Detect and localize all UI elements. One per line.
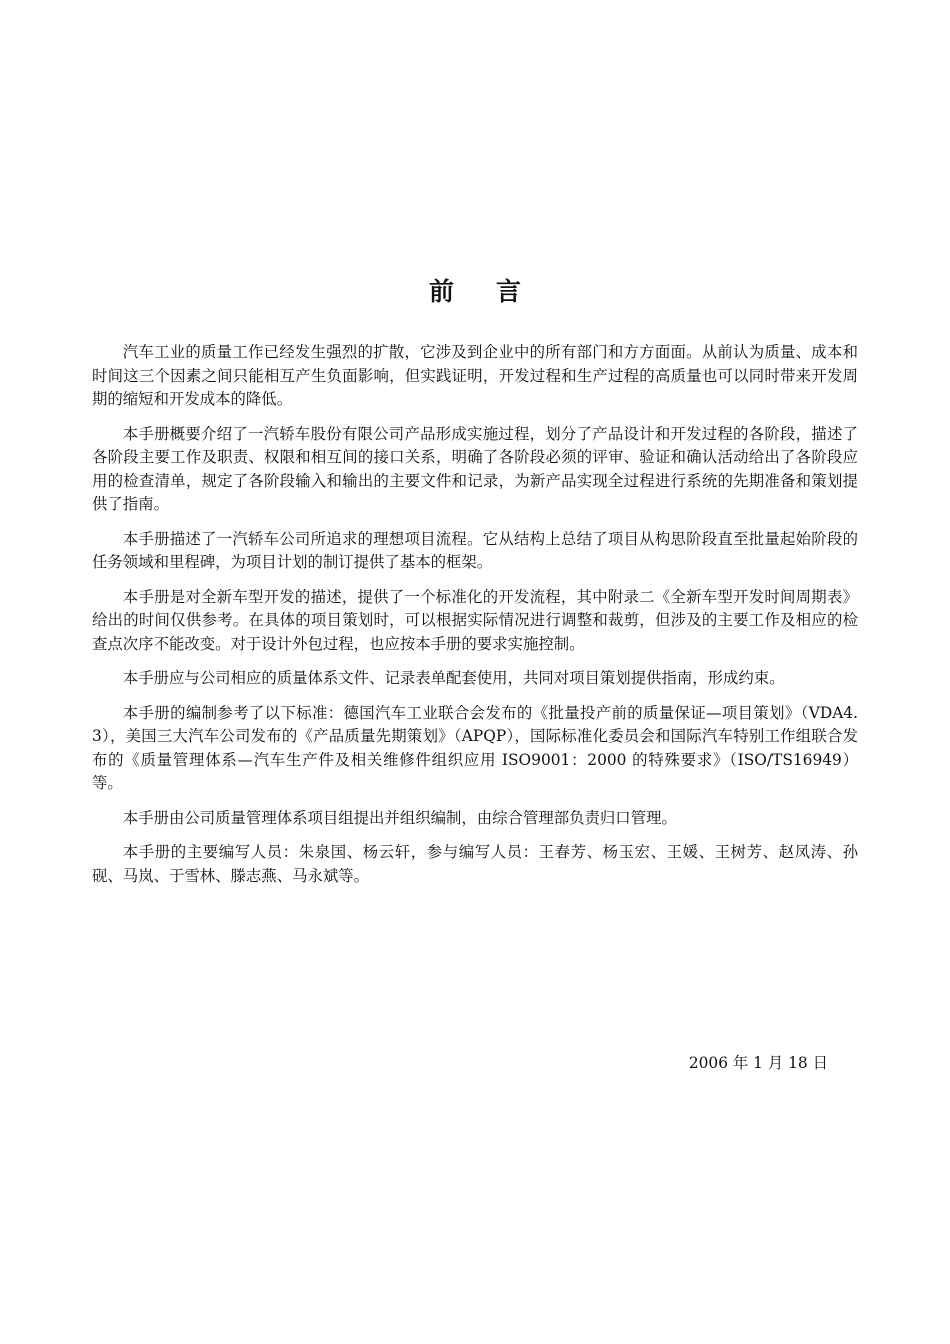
preface-body	[92, 341, 858, 899]
paragraph-1: 汽车工业的质量工作已经发生强烈的扩散，它涉及到企业中的所有部门和方方面面。从前认为质量、成本和时间这三个因素之间只能相互产生负面影响，但实践证明，开发过程和生产过程的高质量也可以同时带来开发周期的缩短和开发成本的降低。	[92, 343, 858, 408]
paragraph-3: 本手册描述了一汽轿车公司所追求的理想项目流程。它从结构上总结了项目从构思阶段直至批量起始阶段的任务领域和里程碑，为项目计划的制订提供了基本的框架。	[92, 529, 858, 571]
paragraph-8: 本手册的主要编写人员：朱泉国、杨云轩，参与编写人员：王春芳、杨玉宏、王媛、王树芳、赵凤涛、孙砚、马岚、于雪林、滕志燕、马永斌等。	[92, 843, 858, 885]
paragraph-6: 本手册的编制参考了以下标准：德国汽车工业联合会发布的《批量投产前的质量保证—项目策划》（VDA4.3），美国三大汽车公司发布的《产品质量先期策划》（APQP），国际标准化委员会和国际汽车特别工作组联合发布的《质量管理体系—汽车生产件及相关维修件组织应用 ISO9001：2000 的特殊要求》（ISO/TS16949）等。	[92, 703, 858, 792]
paragraph-2: 本手册概要介绍了一汽轿车股份有限公司产品形成实施过程，划分了产品设计和开发过程的各阶段，描述了各阶段主要工作及职责、权限和相互间的接口关系，明确了各阶段必须的评审、验证和确认活动给出了各阶段应用的检查清单，规定了各阶段输入和输出的主要文件和记录，为新产品实现全过程进行系统的先期准备和策划提供了指南。	[92, 424, 858, 513]
document-date: 2006 年 1 月 18 日	[688, 1054, 828, 1072]
paragraph-4: 本手册是对全新车型开发的描述，提供了一个标准化的开发流程，其中附录二《全新车型开发时间周期表》给出的时间仅供参考。在具体的项目策划时，可以根据实际情况进行调整和裁剪，但涉及的主要工作及相应的检查点次序不能改变。对于设计外包过程，也应按本手册的要求实施控制。	[92, 587, 858, 653]
page-title: 前言	[428, 277, 563, 306]
paragraph-5: 本手册应与公司相应的质量体系文件、记录表单配套使用，共同对项目策划提供指南，形成约束。	[122, 669, 785, 687]
paragraph-7: 本手册由公司质量管理体系项目组提出并组织编制，由综合管理部负责归口管理。	[122, 808, 677, 827]
